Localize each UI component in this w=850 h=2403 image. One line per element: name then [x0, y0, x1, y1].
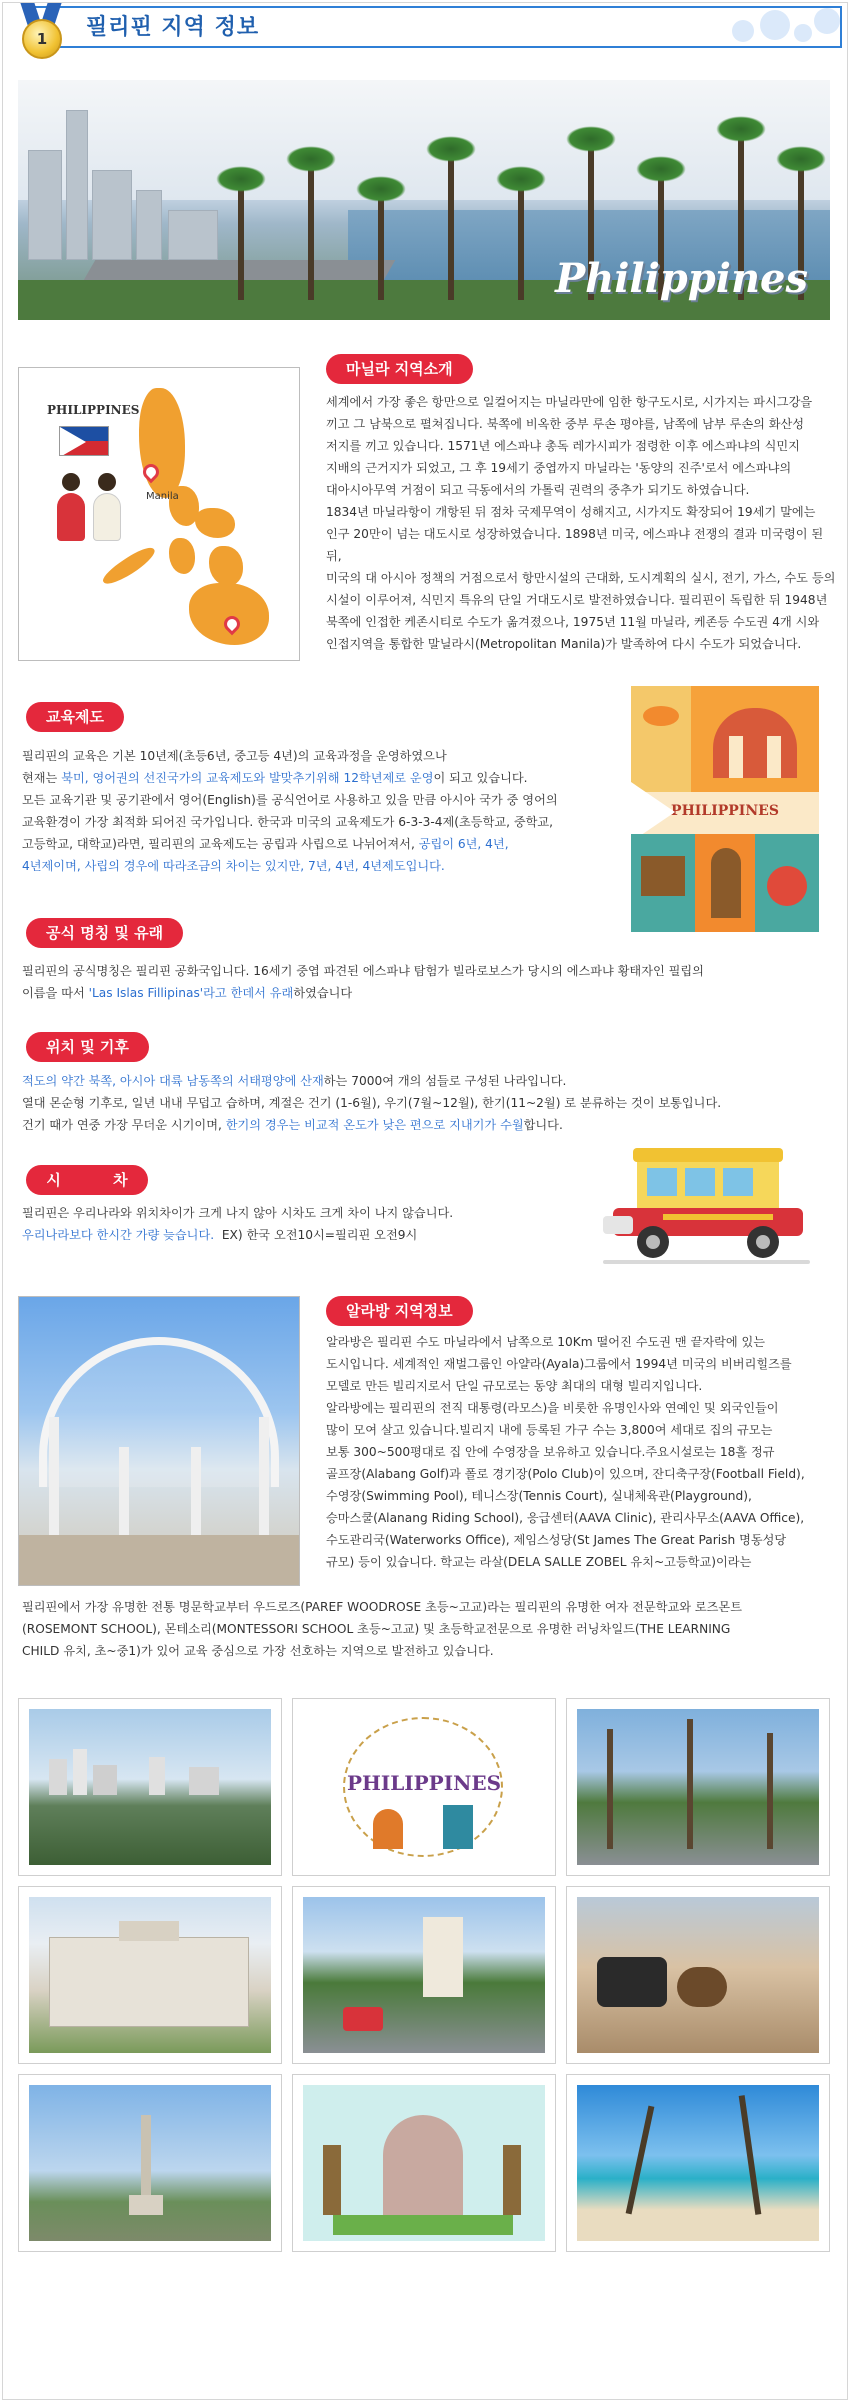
section-number: 1 — [22, 19, 62, 59]
decorative-bubbles — [722, 6, 842, 48]
gallery-art-text: PHILIPPINES — [346, 1771, 502, 1795]
gallery-illustration-cathedral — [292, 2074, 556, 2252]
text-line: 우리나라보다 한시간 가량 늦습니다. EX) 한국 오전10시=필리핀 오전9시 — [22, 1228, 418, 1242]
text-line: 필리핀의 공식명칭은 필리핀 공화국입니다. 16세기 중엽 파견된 에스파냐 탐험가 빌라로보스가 당시의 에스파냐 황태자인 필립의 — [22, 964, 704, 978]
text-line: 많이 모여 살고 있습니다.빌리지 내에 등록된 가구 수는 3,800여 세대로 집의 규모는 — [326, 1423, 773, 1437]
text-line: 필리핀의 교육은 기본 10년제(초등6년, 중고등 4년)의 교육과정을 운영하였으나 — [22, 749, 447, 763]
alabang-description — [326, 1331, 836, 1573]
jeepney-illustration — [603, 1138, 810, 1268]
text-line: 끼고 그 남북으로 펼쳐집니다. 북쪽에 비옥한 중부 루손 평야를, 남쪽에 남부 루손의 화산성 — [326, 417, 805, 431]
art-banner-text: PHILIPPINES — [671, 803, 779, 819]
text-line: 인구 20만이 넘는 대도시로 성장하였습니다. 1898년 미국, 에스파냐 전쟁의 결과 미국령이 된 뒤, — [326, 527, 824, 563]
page-header — [0, 0, 850, 58]
text-line: 건기 때가 연중 가장 무더운 시기이며, 한기의 경우는 비교적 온도가 낮은 편으로 지내기가 수월합니다. — [22, 1118, 563, 1132]
official-name-description — [22, 960, 822, 1004]
text-line: 지배의 근거지가 되었고, 그 후 19세기 중엽까지 마닐라는 '동양의 진주'로서 에스파냐의 — [326, 461, 792, 475]
text-line: 북쪽에 인접한 케존시티로 수도가 옮겨졌으나, 1975년 11월 마닐라, 케존등 수도권 4개 시와 — [326, 615, 820, 629]
text-line: 대아시아무역 거점이 되고 극동에서의 가톨릭 권력의 중추가 되기도 하였습니다. — [326, 483, 750, 497]
timezone-description — [22, 1202, 602, 1246]
text-line: 모든 교육기관 및 공기관에서 영어(English)를 공식언어로 사용하고 있을 만큼 아시아 국가 중 영어의 — [22, 793, 558, 807]
text-line: 골프장(Alabang Golf)과 폴로 경기장(Polo Club)이 있으며, 잔디축구장(Football Field), — [326, 1467, 805, 1481]
gallery-photo-city-skyline — [18, 1698, 282, 1876]
section-label-timezone — [26, 1165, 148, 1195]
section-label-location: 위치 및 기후 — [26, 1032, 149, 1062]
text-line: 현재는 북미, 영어권의 선진국가의 교육제도와 발맞추기위해 12학년제로 운영이 되고 있습니다. — [22, 771, 528, 785]
manila-description — [326, 391, 836, 655]
text-line: 알라방에는 필리핀의 전직 대통령(라모스)을 비롯한 유명인사와 연예인 및 외국인들이 — [326, 1401, 779, 1415]
text-line: 이름을 따서 'Las Islas Fillipinas'라고 한데서 유래하였습니다 — [22, 986, 353, 1000]
philippines-map-illustration — [18, 367, 300, 661]
education-description — [22, 745, 622, 877]
section-label-education: 교육제도 — [26, 702, 124, 732]
location-description — [22, 1070, 832, 1136]
page-title: 필리핀 지역 정보 — [86, 15, 260, 40]
gallery-photo-palm-street — [566, 1698, 830, 1876]
philippines-banner-image — [18, 80, 830, 320]
text-line: 열대 몬순형 기후로, 일년 내내 무덥고 습하며, 계절은 건기 (1-6월), 우기(7월~12월), 한기(11~2월) 로 분류하는 것이 보통입니다. — [22, 1096, 722, 1110]
banner-caption: Philippines — [555, 255, 808, 302]
philippines-flag-icon — [59, 426, 109, 456]
gallery-photo-rizal-monument — [18, 2074, 282, 2252]
text-line: CHILD 유치, 초~중1)가 있어 교육 중심으로 가장 선호하는 지역으로 발전하고 있습니다. — [22, 1644, 494, 1658]
section-label-alabang: 알라방 지역정보 — [326, 1296, 473, 1326]
alabang-description-continued — [22, 1596, 832, 1662]
section-label-manila: 마닐라 지역소개 — [326, 354, 473, 384]
text-line: 승마스쿨(Alanang Riding School), 응급센터(AAVA Clinic), 관리사무소(AAVA Office), — [326, 1511, 805, 1525]
text-line: 적도의 약간 북쪽, 아시아 대륙 남동쪽의 서태평양에 산재하는 7000여 개의 섬들로 구성된 나라입니다. — [22, 1074, 567, 1088]
text-line: 수도관리국(Waterworks Office), 제임스성당(St James The Great Parish 명동성당 — [326, 1533, 787, 1547]
text-line: 보통 300~500평대로 집 안에 수영장을 보유하고 있습니다.주요시설로는 18홀 정규 — [326, 1445, 775, 1459]
alabang-mall-photo — [18, 1296, 300, 1586]
text-line: 필리핀은 우리나라와 위치차이가 크게 나지 않아 시차도 크게 차이 나지 않습니다. — [22, 1206, 454, 1220]
map-city-manila: Manila — [146, 491, 179, 502]
gallery-illustration-philippines — [292, 1698, 556, 1876]
text-line: (ROSEMONT SCHOOL), 몬테소리(MONTESSORI SCHOOL 초등~고교) 및 초등학교전문으로 유명한 러닝차일드(THE LEARNING — [22, 1622, 731, 1636]
text-line: 4년제이며, 사립의 경우에 따라조금의 차이는 있지만, 7년, 4년, 4년제도입니다. — [22, 859, 445, 873]
gallery-photo-church-street — [292, 1886, 556, 2064]
gallery-photo-beach — [566, 2074, 830, 2252]
text-line: 수영장(Swimming Pool), 테니스장(Tennis Court), 실내체육관(Playground), — [326, 1489, 752, 1503]
gallery-photo-government-building — [18, 1886, 282, 2064]
text-line: 교육환경이 가장 최적화 되어진 국가입니다. 한국과 미국의 교육제도가 6-3-3-4제(초등학교, 중학교, — [22, 815, 554, 829]
text-line: 알라방은 필리핀 수도 마닐라에서 남쪽으로 10Km 떨어진 수도권 맨 끝자락에 있는 — [326, 1335, 766, 1349]
section-label-official-name: 공식 명칭 및 유래 — [26, 918, 183, 948]
text-line: 고등학교, 대학교)라면, 필리핀의 교육제도는 공립과 사립으로 나뉘어져서, 공립이 6년, 4년, — [22, 837, 509, 851]
timezone-label-text: 시 차 — [46, 1171, 128, 1189]
text-line: 인접지역을 통합한 말닐라시(Metropolitan Manila)가 발족하여 다시 수도가 되었습니다. — [326, 637, 802, 651]
woman-figure-icon — [57, 473, 85, 541]
text-line: 미국의 대 아시아 정책의 거점으로서 항만시설의 근대화, 도시계획의 실시, 전기, 가스, 수도 등의 — [326, 571, 836, 585]
text-line: 1834년 마닐라항이 개항된 뒤 점차 국제무역이 성해지고, 시가지도 확장되어 19세기 말에는 — [326, 505, 816, 519]
text-line: 도시입니다. 세계적인 재벌그룹인 아얄라(Ayala)그룹에서 1994년 미국의 비버리힐즈를 — [326, 1357, 792, 1371]
gallery-photo-horse-carriage — [566, 1886, 830, 2064]
philippines-culture-illustration — [631, 686, 819, 932]
man-figure-icon — [93, 473, 121, 541]
text-line: 저지를 끼고 있습니다. 1571년 에스파냐 총독 레가시피가 점령한 이후 에스파냐의 식민지 — [326, 439, 800, 453]
text-line: 시설이 이루어져, 식민지 특유의 단일 거대도시로 발전하였습니다. 필리핀이 독립한 뒤 1948년 — [326, 593, 828, 607]
text-line: 세계에서 가장 좋은 항만으로 일컬어지는 마닐라만에 임한 항구도시로, 시가지는 파시그강을 — [326, 395, 813, 409]
text-line: 규모) 등이 있습니다. 학교는 라살(DELA SALLE ZOBEL 유치~고등학교)이라는 — [326, 1555, 752, 1569]
medal-icon — [18, 3, 66, 59]
map-country-label: PHILIPPINES — [47, 403, 140, 417]
text-line: 모델로 만든 빌리지로서 단일 규모로는 동양 최대의 대형 빌리지입니다. — [326, 1379, 703, 1393]
text-line: 필리핀에서 가장 유명한 전통 명문학교부터 우드로즈(PAREF WOODROSE 초등~고교)라는 필리핀의 유명한 여자 전문학교와 로즈몬트 — [22, 1600, 742, 1614]
